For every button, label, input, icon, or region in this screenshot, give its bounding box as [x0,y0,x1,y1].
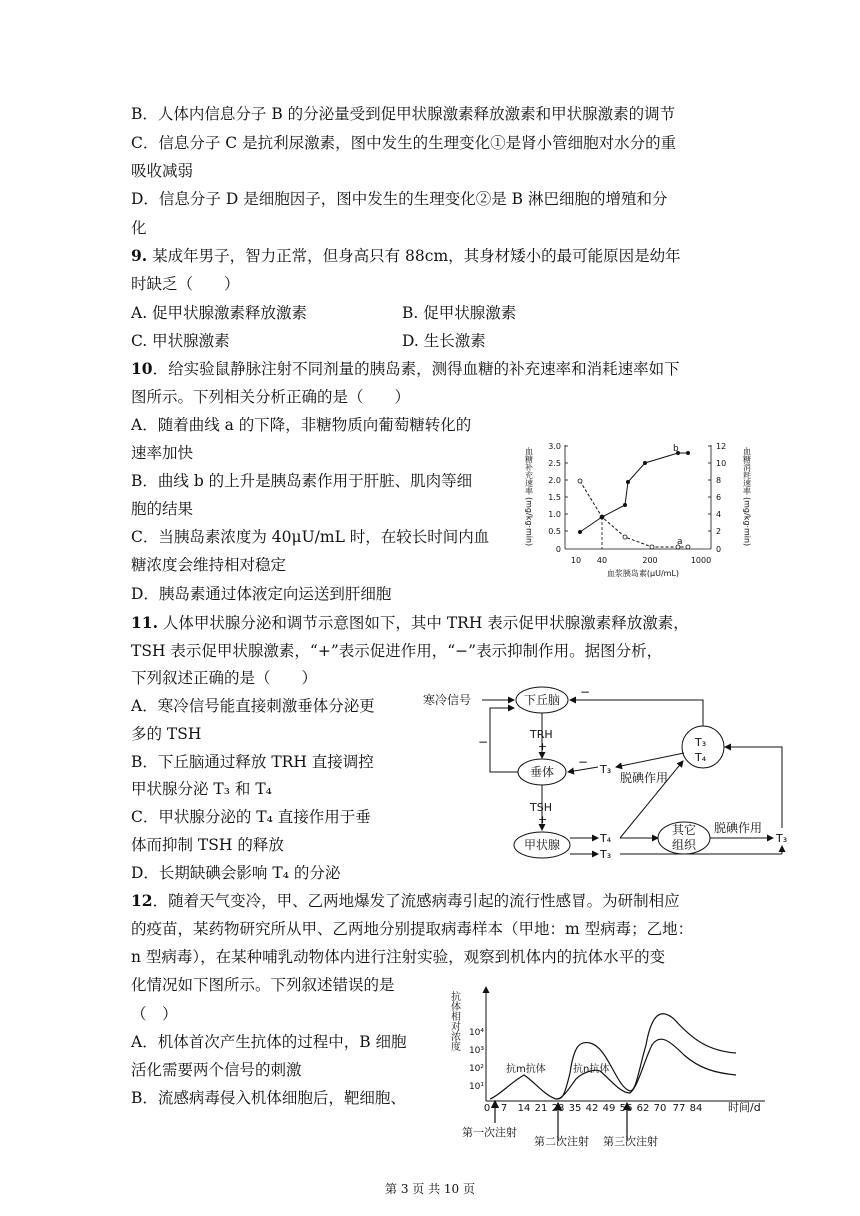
pituitary-label: 垂体 [529,765,555,779]
x-tick: 7 [500,1103,508,1114]
q11-number: 11. [131,613,158,632]
trh-label: TRH [530,728,553,741]
deiodination-label-1: 脱碘作用 [620,771,669,785]
q9-stem-text: 某成年男子，智力正常，但身高只有 88cm，其身材矮小的最可能原因是幼年 [147,247,681,265]
injection-label-2: 第二次注射 [534,1135,589,1148]
q9-stem-cont: 时缺乏（ ） [131,275,240,293]
x-tick: 14 [517,1103,531,1114]
curve-b-label: b [673,444,679,454]
right-tick: 8 [716,476,722,485]
q8-option-b: B．人体内信息分子 B 的分泌量受到促甲状腺激素释放激素和甲状腺激素的调节 [131,105,676,123]
antibody-curve-upper [490,1014,736,1099]
left-axis-unit: (mg/kg·min) [525,497,534,547]
q11-option-c-cont: 体而抑制 TSH 的释放 [131,836,284,854]
y-tick: 10² [468,1064,484,1074]
q11-option-a-cont: 多的 TSH [131,725,202,743]
q12-stem-cont3: 化情况如下图所示。下列叙述错误的是 [131,976,395,994]
q10-stem [131,358,680,380]
q9-option-b: B. 促甲状腺激素 [402,304,517,322]
x-tick: 40 [596,556,608,565]
left-tick: 1.5 [548,493,561,502]
q9-number: 9. [131,246,148,265]
right-axis-unit: (mg/kg·min) [742,497,752,547]
tsh-label: TSH [530,801,552,814]
right-tick: 12 [716,442,727,451]
y-tick: 10¹ [468,1082,484,1092]
x-axis-label: 时间/d [728,1101,761,1114]
tissue-t3-to-cell-line [725,747,782,828]
q12-option-a-cont: 活化需要两个信号的刺激 [131,1061,302,1079]
right-tick: 0 [716,545,722,554]
q12-stem-text: ．随着天气变冷，甲、乙两地爆发了流感病毒引起的流行性感冒。为研制相应 [152,892,680,910]
x-tick: 1000 [690,556,712,565]
x-tick: 84 [689,1103,703,1114]
q10-option-b-cont: 胞的结果 [131,500,194,518]
other-tissue-label-2: 组织 [671,838,697,852]
curve-a-label: a [677,537,683,547]
q9-stem [131,245,681,267]
hypothalamus-label: 下丘脑 [523,693,561,707]
y-tick: 10⁴ [468,1028,484,1038]
curve-a [580,481,688,547]
pituitary-feedback-minus: − [478,735,489,749]
x-axis-label: 血浆胰岛素(μU/mL) [606,569,680,578]
trh-plus: + [538,740,548,753]
curve-b [580,453,688,532]
q9-option-c: C. 甲状腺激素 [131,332,230,350]
left-tick: 2.0 [548,476,561,485]
q8-option-c-cont: 吸收减弱 [131,162,194,180]
x-tick: 77 [672,1103,686,1114]
q9-option-d: D. 生长激素 [402,332,486,350]
left-tick: 2.5 [548,459,561,468]
q11-stem-cont: TSH 表示促甲状腺激素，“+”表示促进作用，“−”表示抑制作用。据图分析， [131,642,663,660]
q10-option-c: C．当胰岛素浓度为 40μU/mL 时，在较长时间内血 [131,528,490,546]
deiodination-label-2: 脱碘作用 [714,821,763,835]
left-tick: 1.0 [548,510,561,519]
pituitary-feedback-line [490,708,518,772]
q12-number: 12 [131,891,153,910]
q10-option-c-cont: 糖浓度会维持相对稳定 [131,556,287,574]
thyroid-t4: T₄ [600,832,612,845]
anti-m-label: 抗m抗体 [506,1064,546,1075]
q12-option-b: B．流感病毒侵入机体细胞后，靶细胞、 [131,1089,406,1107]
x-tick: 56 [619,1103,633,1114]
q11-option-a: A．寒冷信号能直接刺激垂体分泌更 [131,697,375,715]
q11-stem-text: 人体甲状腺分泌和调节示意图如下，其中 TRH 表示促甲状腺激素释放激素， [157,614,689,632]
right-tick: 2 [716,527,722,536]
x-tick: 62 [636,1103,650,1114]
q11-stem [131,612,689,634]
x-tick: 70 [653,1103,667,1114]
q10-option-d: D．胰岛素通过体液定向运送到肝细胞 [131,585,392,603]
q11-option-c: C．甲状腺分泌的 T₄ 直接作用于垂 [131,808,371,826]
q11-stem-cont2: 下列叙述正确的是（ ） [131,669,318,687]
t3-near-pituitary: T₃ [600,763,612,776]
x-tick: 21 [534,1103,548,1114]
q10-number: 10 [131,359,153,378]
cell-t3: T₃ [695,736,707,749]
anti-n-label: 抗n抗体 [573,1064,610,1075]
cold-signal-label: 寒冷信号 [423,693,472,707]
injection-label-1: 第一次注射 [462,1126,517,1139]
page-footer: 第 3 页 共 10 页 [385,1182,475,1196]
left-tick: 0 [555,545,561,554]
tsh-plus: + [538,813,548,826]
other-tissue-label-1: 其它 [671,823,697,837]
x-tick: 35 [568,1103,582,1114]
right-axis-label: 血糖消耗速率 [742,447,752,495]
q10-stem-cont: 图所示。下列相关分析正确的是（ ） [131,388,411,406]
q11-option-d: D．长期缺碘会影响 T₄ 的分泌 [131,864,341,882]
thyroid-label: 甲状腺 [523,838,561,852]
x-tick: 0 [483,1103,491,1114]
y-axis-label: 抗体相对浓度 [448,991,460,1051]
q10-option-a-cont: 速率加快 [131,444,194,462]
q9-option-a: A. 促甲状腺激素释放激素 [131,304,308,322]
hypothalamus-minus: − [580,685,591,699]
cell-to-t3-arrow [616,753,684,767]
right-tick: 6 [716,493,722,502]
y-tick: 10³ [468,1046,484,1056]
q10-option-a: A．随着曲线 a 的下降，非糖物质向葡萄糖转化的 [131,416,472,434]
q12-option-a: A．机体首次产生抗体的过程中，B 细胞 [131,1033,407,1051]
q11-option-b: B．下丘脑通过释放 TRH 直接调控 [131,753,374,771]
q10-option-b: B．曲线 b 的上升是胰岛素作用于肝脏、肌肉等细 [131,472,473,490]
cell-to-hypothalamus-line [570,700,703,726]
x-tick: 49 [602,1103,616,1114]
injection-label-3: 第三次注射 [603,1135,658,1148]
left-tick: 0.5 [548,527,561,536]
q12-stem-cont: 的疫苗，某药物研究所从甲、乙两地分别提取病毒样本（甲地：m 型病毒；乙地： [131,920,694,938]
q10-insulin-chart [525,437,760,591]
x-tick: 28 [551,1103,565,1114]
cell-t4: T₄ [695,751,707,764]
q8-option-c: C．信息分子 C 是抗利尿激素，图中发生的生理变化①是肾小管细胞对水分的重 [131,134,677,152]
q11-option-b-cont: 甲状腺分泌 T₃ 和 T₄ [131,780,272,798]
q12-stem [131,890,680,912]
pituitary-minus: − [578,755,589,769]
right-tick: 10 [716,459,727,468]
x-tick: 10 [570,556,582,565]
right-tick: 4 [716,510,722,519]
left-axis-label: 血糖补充速率 [525,447,534,495]
left-tick: 3.0 [548,442,561,451]
q12-stem-cont2: n 型病毒），在某种哺乳动物体内进行注射实验，观察到机体内的抗体水平的变 [131,948,666,966]
q12-antibody-chart [440,983,770,1157]
x-tick: 42 [585,1103,599,1114]
q10-stem-text: ．给实验鼠静脉注射不同剂量的胰岛素，测得血糖的补充速率和消耗速率如下 [152,360,680,378]
x-tick: 200 [642,556,658,565]
q8-option-d-cont: 化 [131,219,147,237]
q12-stem-cont4: （ ） [131,1005,178,1023]
q8-option-d: D．信息分子 D 是细胞因子，图中发生的生理变化②是 B 淋巴细胞的增殖和分 [131,190,668,208]
q11-thyroid-diagram [420,683,798,877]
thyroid-t3: T₃ [600,848,612,861]
tissue-t3: T₃ [776,832,788,845]
